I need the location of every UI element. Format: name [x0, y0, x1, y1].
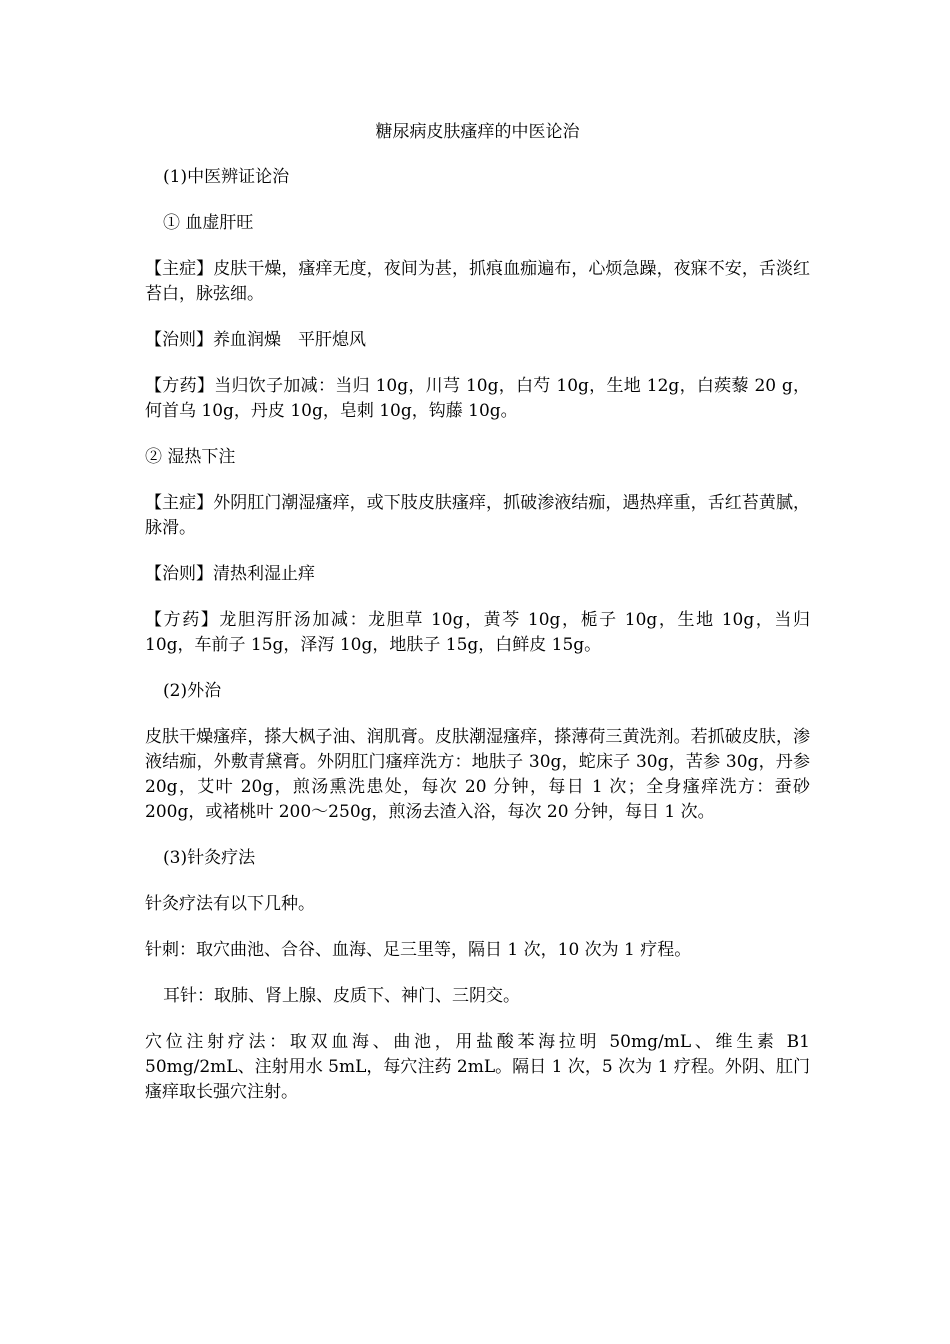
- document-title: 糖尿病皮肤瘙痒的中医论治: [375, 122, 580, 142]
- subsection-heading-2: ② 湿热下注: [145, 447, 236, 467]
- paragraph-needling: 针刺：取穴曲池、合谷、血海、足三里等，隔日 1 次，10 次为 1 疗程。: [145, 940, 692, 960]
- paragraph-treatment-principle-1: 【治则】养血润燥 平肝熄风: [145, 330, 366, 350]
- paragraph-main-symptom-2: 【主症】外阴肛门潮湿瘙痒，或下肢皮肤瘙痒，抓破渗液结痂，遇热痒重，舌红苔黄腻，脉滑。: [145, 493, 810, 538]
- section-heading-1: (1)中医辨证论治: [163, 167, 290, 187]
- paragraph-external-treatment: 皮肤干燥瘙痒，搽大枫子油、润肌膏。皮肤潮湿瘙痒，搽薄荷三黄洗剂。若抓破皮肤，渗液结痂，外敷青黛膏。外阴肛门瘙痒洗方：地肤子 30g，蛇床子 30g，苦参 30g，丹参 20g，艾叶 20g，煎汤熏洗患处，每次 20 分钟，每日 1 次；全身瘙痒洗方：蚕砂 200g，或褚桃叶 200～250g，煎汤去渣入浴，每次 20 分钟，每日 1 次。: [145, 727, 810, 822]
- section-heading-3: (3)针灸疗法: [163, 848, 256, 868]
- section-heading-2: (2)外治: [163, 681, 222, 701]
- subsection-heading-1: ① 血虚肝旺: [163, 213, 254, 233]
- paragraph-point-injection: 穴位注射疗法：取双血海、曲池，用盐酸苯海拉明 50mg/mL、维生素 B1 50mg/2mL、注射用水 5mL，每穴注药 2mL。隔日 1 次，5 次为 1 疗程。外阴、肛门瘙痒取长强穴注射。: [145, 1032, 810, 1102]
- paragraph-main-symptom-1: 【主症】皮肤干燥，瘙痒无度，夜间为甚，抓痕血痂遍布，心烦急躁，夜寐不安，舌淡红苔白，脉弦细。: [145, 259, 810, 304]
- paragraph-prescription-2: 【方药】龙胆泻肝汤加减：龙胆草 10g，黄芩 10g，栀子 10g，生地 10g，当归 10g，车前子 15g，泽泻 10g，地肤子 15g，白鲜皮 15g。: [145, 610, 810, 655]
- paragraph-ear-acupuncture: 耳针：取肺、肾上腺、皮质下、神门、三阴交。: [163, 986, 520, 1006]
- paragraph-acupuncture-intro: 针灸疗法有以下几种。: [145, 894, 315, 914]
- paragraph-prescription-1: 【方药】当归饮子加减：当归 10g，川芎 10g，白芍 10g，生地 12g，白蒺藜 20 g，何首乌 10g，丹皮 10g，皂刺 10g，钩藤 10g。: [145, 376, 810, 421]
- document-page: [145, 120, 810, 1125]
- paragraph-treatment-principle-2: 【治则】清热利湿止痒: [145, 564, 315, 584]
